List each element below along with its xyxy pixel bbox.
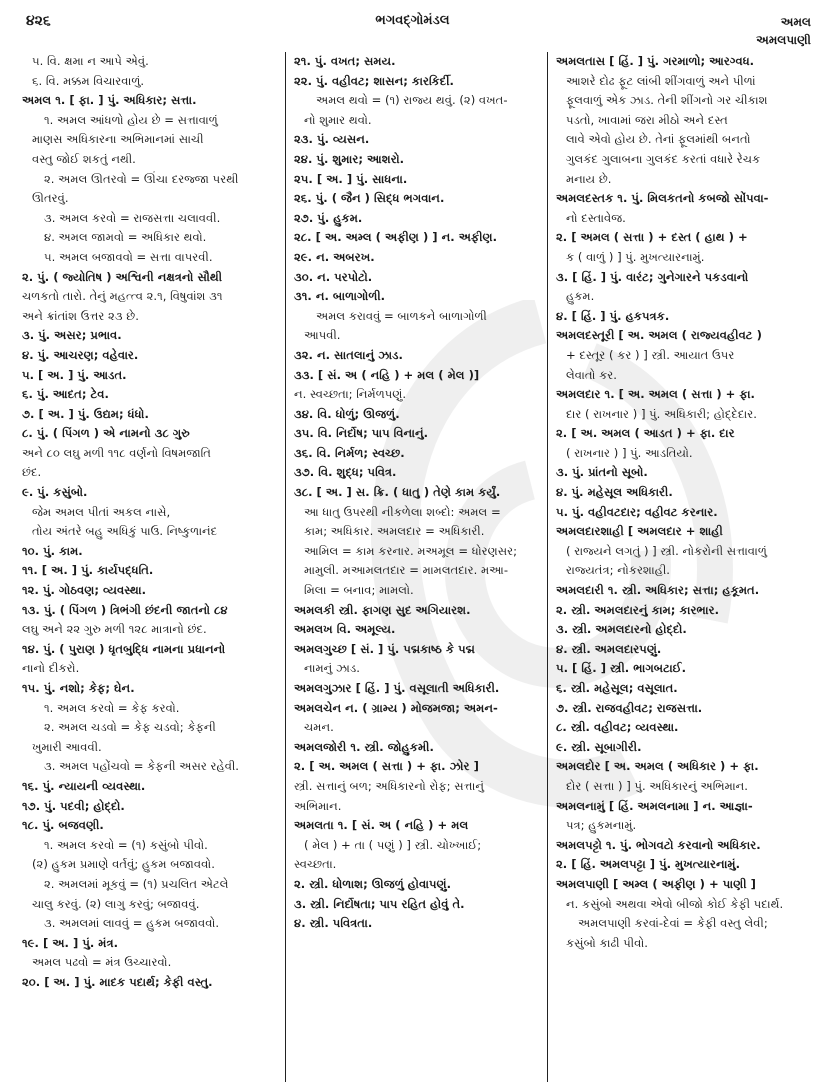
entry-line: ૨. સ્ત્રી. ધોળાશ; ઊજળું હોવાપણું. (294, 876, 452, 891)
entry-line: નો શુમાર થવો. (304, 112, 372, 127)
entry-line: મનાય છે. (566, 171, 612, 186)
entry-line: ૫. વિ. ક્ષમા ન આપે એવું. (32, 54, 149, 68)
entry-line: ૧૮. પું. બજવણી. (22, 818, 104, 833)
entry-line: અને ક્રાંતાંશ ઉત્તર ૨૩ છે. (22, 308, 139, 323)
entry-line: ૩૧. ન. બાળાગોળી. (294, 289, 386, 304)
entry-line: ૪. [ હિં. ] પું. હકપત્રક. (556, 308, 670, 323)
entry-line: ૩. [ હિં. ] પું. વારંટ; ગુનેગારને પકડવાનો (556, 269, 749, 284)
entry-line: ૩૩. [ સં. અ ( નહિ ) + મલ ( મેલ )] (294, 367, 480, 382)
entry-line: ન. કસુંબો અથવા એવો બીજો કોઈ કેફી પદાર્થ. (566, 896, 784, 911)
entry-line: ૩. સ્ત્રી. અમલદારનો હોદ્દો. (556, 622, 687, 637)
entry-line: ૩. અમલ પહોંચવો = કેફની અસર રહેવી. (44, 759, 239, 774)
headword-entry: અમલદાર ૧. [ અ. અમલ ( સત્તા ) + ફા. (556, 387, 755, 402)
entry-line: ૬. વિ. મક્કમ વિચારવાળું. (32, 73, 145, 88)
headword-entry: અમલખ વિ. અમૂલ્ય. (294, 622, 396, 637)
column-right (547, 52, 815, 1082)
entry-line: ૬. સ્ત્રી. મહેસૂલ; વસૂલાત. (556, 681, 678, 695)
entry-line: ૩૭. વિ. શુદ્ધ; પવિત્ર. (294, 465, 397, 480)
entry-line: સ્ત્રી. સત્તાનું બળ; અધિકારનો રોફ; સત્તાનું (294, 778, 484, 793)
entry-line: ૨. [ અ. અમલ ( સત્તા ) + ફા. ઝોર ] (294, 759, 479, 774)
entry-line: અમલ કરાવવું = બાળકને બાળાગોળી (316, 308, 487, 323)
entry-line: આમિલ = કામ કરનાર. મઅમૂલ = ધોરણસર; (304, 543, 518, 558)
entry-line: ૨. પું. ( જ્યોતિષ ) અશ્વિની નક્ષત્રનો સૌથી (22, 269, 223, 284)
entry-line: પડતો, ખાવામાં જરા મીઠો અને દસ્ત (566, 112, 728, 127)
entry-line: ૩. પું. પ્રાંતનો સૂબો. (556, 465, 648, 480)
entry-line: અને ૮૦ લઘુ મળી ૧૧૮ વર્ણનો વિષમજાતિ (22, 445, 211, 460)
entry-line: ખુમારી આવવી. (32, 739, 102, 754)
guide-word-first: અમલ (780, 15, 811, 29)
entry-line: ૨. [ અમલ ( સત્તા ) + દસ્ત ( હાથ ) + (556, 230, 748, 245)
entry-line: ૪. સ્ત્રી. અમલદારપણું. (556, 641, 662, 656)
entry-line: ૨૩. પું. વ્યસન. (294, 132, 370, 147)
entry-line: ( રાજ્યને લગતું ) ] સ્ત્રી. નોકરોની સત્તાવાળું (566, 543, 767, 558)
entry-line: ૪. અમલ જામવો = અધિકાર થવો. (44, 230, 207, 245)
entry-line: ૬. પું. આદત; ટેવ. (22, 387, 109, 402)
entry-line: ૪. પું. આચરણ; વહેવાર. (22, 347, 139, 362)
entry-line: ૧૧. [ અ. ] પું. કાર્યપદ્ધતિ. (22, 563, 154, 578)
entry-line: અમલ થવો = (૧) રાજ્ય થવું. (૨) વખત- (316, 93, 508, 108)
entry-line: ૨૫. [ અ. ] પું. સાધના. (294, 171, 408, 186)
headword-entry: અમલજોરી ૧. સ્ત્રી. જોહુકમી. (294, 739, 434, 754)
headword-entry: અમલતા ૧. [ સં. અ ( નહિ ) + મલ (294, 818, 469, 833)
entry-line: ચમન. (304, 720, 334, 735)
entry-line: ૩૪. વિ. ધોળું; ઊજળું. (294, 406, 400, 421)
headword-entry: અમલદસ્તક ૧. પું. મિલકતનો કબજો સોંપવા- (556, 191, 769, 206)
entry-line: દાર ( રાખનાર ) ] પું. અધિકારી; હોદ્દેદાર. (566, 406, 757, 421)
entry-line: ૧૨. પું. ગોઠવણ; વ્યવસ્થા. (22, 583, 147, 598)
headword-entry: અમલદસ્તૂરી [ અ. અમલ ( રાજ્યવહીવટ ) (556, 328, 762, 343)
entry-line: ૨. [ હિં. અમલપટ્ટા ] પું. મુખત્યારનામું. (556, 857, 741, 872)
entry-line: ૨. અમલમાં મૂકવું = (૧) પ્રચલિત એટલે (44, 876, 229, 891)
entry-line: ચળકતો તારો. તેનું મહત્ત્વ ૨.૧, વિષુવાંશ ૩૧ (22, 289, 223, 304)
entry-line: ૫. [ હિં. ] સ્ત્રી. ભાગબટાઈ. (556, 661, 687, 676)
entry-line: ૧૩. પું. ( પિંગળ ) ત્રિભંગી છંદની જાતનો ૮૪ (22, 602, 228, 617)
entry-line: માણસ અધિકારના અભિમાનમાં સાચી (32, 132, 204, 147)
entry-line: ૧૪. પું. ( પુરાણ ) ધૃતબુદ્ધિ નામના પ્રધાનનો (22, 641, 226, 656)
entry-line: ચાલુ કરવું. (૨) લાગુ કરવું; બજાવવું. (32, 896, 200, 911)
entry-line: ૨૬. પું. ( જૈન ) સિદ્ધ ભગવાન. (294, 191, 445, 206)
entry-line: લાવે એવો હોય છે. તેનાં ફૂલમાંથી બનતો (566, 132, 751, 147)
entry-line: મિલા = બનાવ; મામલો. (304, 583, 414, 598)
entry-line: ૨. સ્ત્રી. અમલદારનું કામ; કારભાર. (556, 602, 720, 617)
entry-line: મામુલી. મઆમલતદાર = મામલતદાર. મઆ- (304, 563, 509, 578)
entry-line: લઘુ અને ૨૨ ગુરુ મળી ૧૨૮ માત્રાનો છંદ. (22, 622, 207, 637)
entry-line: તોય અંતરે બહુ અધિકું પાઉ. નિષ્કુળાનંદ (32, 524, 218, 539)
entry-line: ફૂલવાળું એક ઝાડ. તેની શીંગનો ગર ચીકાશ (566, 93, 768, 108)
entry-line: ૫. પું. વહીવટદાર; વહીવટ કરનાર. (556, 504, 718, 519)
headword-entry: અમલદોર [ અ. અમલ ( અધિકાર ) + ફા. (556, 759, 759, 774)
entry-line: કસુંબો કાઢી પીવો. (566, 935, 648, 950)
entry-line: ૩. અમલ કરવો = રાજસત્તા ચલાવવી. (44, 210, 221, 225)
headword-entry: અમલપાણી [ અમ્લ ( અફીણ ) + પાણી ] (556, 876, 756, 891)
column-left (22, 52, 280, 1082)
entry-line: ૨૦. [ અ. ] પું. માદક પદાર્થ; કેફી વસ્તુ. (22, 974, 213, 989)
entry-line: ૧. અમલ આંધળો હોય છે = સત્તાવાળું (44, 112, 218, 127)
headword-entry: અમલપટ્ટો ૧. પું. ભોગવટો કરવાનો અધિકાર. (556, 837, 761, 852)
entry-line: ૧૦. પું. કામ. (22, 543, 83, 558)
entry-line: ૮. પું. ( પિંગળ ) એ નામનો ૩૮ ગુરુ (22, 426, 190, 441)
entry-line: નામનું ઝાડ. (304, 661, 360, 676)
headword-entry: અમલકી સ્ત્રી. ફાગણ સુદ અગિયારશ. (294, 602, 471, 617)
entry-line: ૩. સ્ત્રી. નિર્દોષતા; પાપ રહિત હોવું તે. (294, 896, 465, 911)
entry-line: ૧. અમલ કરવો = કેફ કરવો. (44, 700, 180, 715)
entry-line: ૯. સ્ત્રી. સૂબાગીરી. (556, 739, 642, 754)
headword-entry: અમલનામું [ હિં. અમલનામા ] ન. આજ્ઞા- (556, 798, 753, 813)
entry-line: ક ( વાળું ) ] પું. મુખત્યારનામું. (566, 249, 705, 264)
entry-line: છંદ. (22, 465, 42, 480)
entry-line: ૨૭. પું. હુકમ. (294, 210, 363, 225)
entry-line: ઊતરવું. (32, 191, 69, 206)
entry-line: અમલપાણી કરવાં-દેવાં = કેફી વસ્તુ લેવી; (578, 916, 768, 931)
headword-entry: અમલચેન ન. ( ગ્રામ્ય ) મોજમજા; અમન- (294, 700, 498, 715)
entry-line: ગુલકંદ ગુલાબના ગુલકંદ કરતાં વધારે રેચક (566, 151, 761, 166)
entry-line: (૨) હુકમ પ્રમાણે વર્તવું; હુકમ બજાવવો. (32, 857, 215, 872)
guide-words (756, 13, 811, 49)
entry-line: ૨. અમલ ચડવો = કેફ ચડવો; કેફની (44, 720, 216, 735)
entry-line: વસ્તુ જોઈ શકતું નથી. (32, 151, 136, 166)
entry-line: આપવી. (304, 328, 341, 343)
entry-line: ૫. અમલ બજાવવો = સત્તા વાપરવી. (44, 249, 213, 264)
entry-line: ૪. સ્ત્રી. પવિત્રતા. (294, 916, 373, 931)
entry-line: ૩. અમલમાં લાવવું = હુકમ બજાવવો. (44, 916, 220, 931)
entry-line: રાજ્યતંત્ર; નોકરશાહી. (566, 563, 670, 578)
entry-line: ૩૫. વિ. નિર્દોષ; પાપ વિનાનું. (294, 426, 429, 441)
entry-line: ૩૦. ન. પરપોટો. (294, 269, 373, 284)
headword-entry: અમલદારશાહી [ અમલદાર + શાહી (556, 524, 723, 539)
running-title: ભગવદ્ગોમંડલ (375, 13, 450, 28)
entry-line: ૧૭. પું. પદવી; હોદ્દો. (22, 798, 125, 813)
entry-line: કામ; અધિકાર. અમલદાર = અધિકારી. (304, 524, 485, 539)
entry-line: ૫. [ અ. ] પું. આડત. (22, 367, 127, 382)
entry-line: ૩૮. [ અ. ] સ. ક્રિ. ( ધાતુ ) તેણે કામ કર્યું. (294, 485, 501, 500)
entry-line: દોર ( સત્તા ) ] પું. અધિકારનું અભિમાન. (566, 778, 748, 793)
column-middle (285, 52, 541, 1082)
entry-line: સ્વચ્છતા. (294, 857, 337, 872)
headword-entry: અમલતાસ [ હિં. ] પું. ગરમાળો; આરગ્વધ. (556, 54, 755, 68)
entry-line: ૪. પું. મહેસૂલ અધિકારી. (556, 485, 673, 500)
entry-line: ૧૬. પું. ન્યાયની વ્યવસ્થા. (22, 778, 146, 793)
entry-line: ૩૬. વિ. નિર્મળ; સ્વચ્છ. (294, 445, 405, 460)
entry-line: ૩. પું. અસર; પ્રભાવ. (22, 328, 122, 343)
entry-line: આ ધાતુ ઉપરથી નીકળેલા શબ્દો: અમલ = (304, 504, 501, 519)
entry-line: નાનો દીકરો. (22, 661, 80, 676)
entry-line: ૯. પું. કસુંબો. (22, 485, 88, 500)
entry-line: અભિમાન. (294, 798, 342, 813)
headword-entry: અમલગુઝાર [ હિં. ] પું. વસૂલાતી અધિકારી. (294, 681, 500, 695)
entry-line: ૨૪. પું. શુમાર; આશરો. (294, 151, 405, 166)
entry-line: ૨૮. [ અ. અમ્લ ( અફીણ ) ] ન. અફીણ. (294, 230, 498, 245)
entry-line: ૧. અમલ કરવો = (૧) કસુંબો પીવો. (44, 837, 208, 852)
entry-line: ૧૫. પું. નશો; કેફ; ઘેન. (22, 681, 135, 695)
entry-line: ૮. સ્ત્રી. વહીવટ; વ્યવસ્થા. (556, 720, 679, 735)
entry-line: અમલ પઢવો = મંત્ર ઉચ્ચારવો. (32, 955, 172, 970)
entry-line: ( મેલ ) + તા ( પણું ) ] સ્ત્રી. ચોખ્ખાઈ; (304, 837, 482, 852)
headword-entry: અમલ ૧. [ ફા. ] પું. અધિકાર; સત્તા. (22, 93, 197, 108)
entry-line: ૭. સ્ત્રી. રાજવહીવટ; રાજસત્તા. (556, 700, 703, 715)
guide-word-last: અમલપાણી (756, 33, 811, 47)
entry-line: ન. સ્વચ્છતા; નિર્મળપણું. (294, 387, 407, 402)
page-number: ૪૨૬ (26, 13, 51, 29)
entry-line: ૭. [ અ. ] પું. ઉદ્યમ; ધંધો. (22, 406, 149, 421)
entry-line: ૨. [ અ. અમલ ( આડત ) + ફા. દાર (556, 426, 735, 441)
entry-line: ૩૨. ન. સાતલાનું ઝાડ. (294, 347, 403, 362)
entry-line: આશરે દોઢ ફૂટ લાંબી શીંગવાળું અને પીળાં (566, 73, 756, 88)
entry-line: લેવાતો કર. (566, 367, 617, 382)
entry-line: ૨૨. પું. વહીવટ; શાસન; કારકિર્દી. (294, 73, 454, 88)
entry-line: ( રાખનાર ) ] પું. આડતિયો. (566, 445, 693, 460)
entry-line: ૨૯. ન. અબરખ. (294, 249, 375, 264)
entry-line: ૨૧. પું. વખત; સમય. (294, 54, 396, 68)
entry-line: + દસ્તૂર ( કર ) ] સ્ત્રી. આયાત ઉપર (566, 347, 735, 362)
entry-line: નો દસ્તાવેજ. (566, 210, 626, 225)
headword-entry: અમલદારી ૧. સ્ત્રી. અધિકાર; સત્તા; હકૂમત. (556, 583, 760, 598)
headword-entry: અમલગુચ્છ [ સં. ] પું. પદ્મકાષ્ઠ કે પદ્મ (294, 641, 475, 656)
entry-line: ૧૯. [ અ. ] પું. મંત્ર. (22, 935, 119, 950)
page-header (0, 0, 825, 52)
entry-line: પત્ર; હુકમનામું. (566, 818, 637, 833)
entry-line: હુકમ. (566, 289, 595, 304)
entry-line: જેમ અમલ પીતાં અકલ નાસે, (32, 504, 171, 519)
entry-line: ૨. અમલ ઊતરવો = ઊંચા દરજ્જા પરથી (44, 171, 239, 186)
